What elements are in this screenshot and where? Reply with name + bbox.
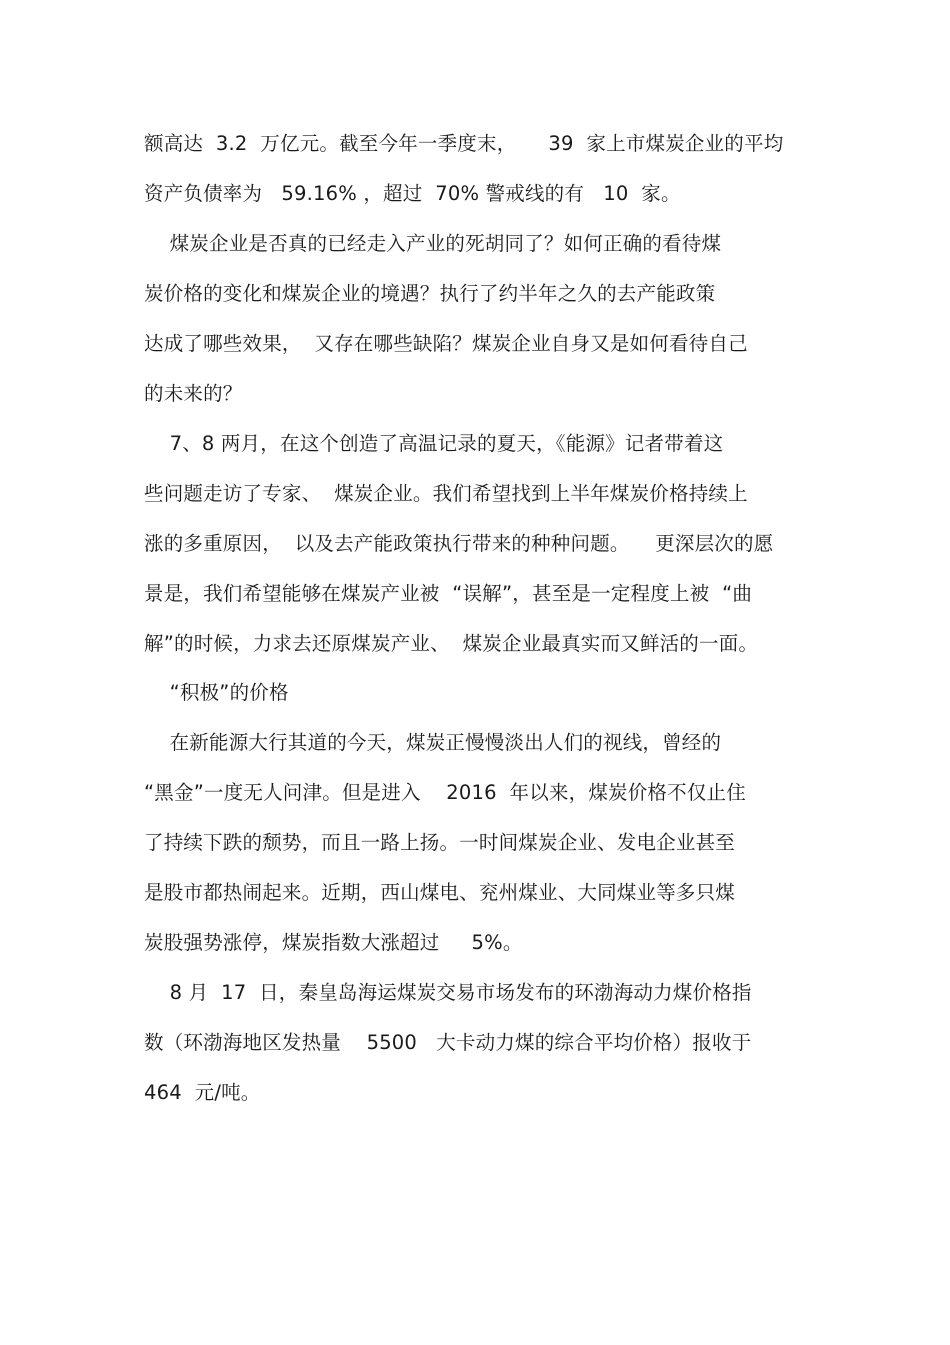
text-line: 些问题走访了专家、 煤炭企业。我们希望找到上半年煤炭价格持续上: [144, 482, 748, 505]
text-line: 炭价格的变化和煤炭企业的境遇？执行了约半年之久的去产能政策: [144, 282, 716, 305]
text-line: 额高达 3.2 万亿元。截至今年一季度末， 39 家上市煤炭企业的平均: [144, 132, 784, 155]
text-line: 达成了哪些效果， 又存在哪些缺陷？煤炭企业自身又是如何看待自己: [144, 332, 748, 355]
text-line: 资产负债率为 59.16% ，超过 70% 警戒线的有 10 家。: [144, 182, 681, 205]
text-line: 在新能源大行其道的今天，煤炭正慢慢淡出人们的视线，曾经的: [144, 731, 722, 754]
text-line: 炭股强势涨停，煤炭指数大涨超过 5%。: [144, 931, 523, 954]
text-line: 8 月 17 日，秦皇岛海运煤炭交易市场发布的环渤海动力煤价格指: [144, 981, 752, 1004]
section-heading: “积极”的价格: [144, 681, 289, 704]
text-line: 煤炭企业是否真的已经走入产业的死胡同了？如何正确的看待煤: [144, 232, 722, 255]
text-line: 的未来的？: [144, 382, 243, 405]
text-line: 7、8 两月，在这个创造了高温记录的夏天，《能源》记者带着这: [144, 432, 724, 455]
text-line: “黑金”一度无人问津。但是进入 2016 年以来，煤炭价格不仅止住: [144, 781, 746, 804]
text-line: 景是，我们希望能够在煤炭产业被 “误解”，甚至是一定程度上被 “曲: [144, 582, 753, 605]
text-line: 了持续下跌的颓势，而且一路上扬。一时间煤炭企业、发电企业甚至: [144, 831, 736, 854]
text-line: 464 元/吨。: [144, 1081, 261, 1104]
text-line: 解”的时候，力求去还原煤炭产业、 煤炭企业最真实而又鲜活的一面。: [144, 632, 759, 655]
text-line: 涨的多重原因， 以及去产能政策执行带来的种种问题。 更深层次的愿: [144, 532, 774, 555]
text-line: 是股市都热闹起来。近期，西山煤电、兖州煤业、大同煤业等多只煤: [144, 881, 736, 904]
text-line: 数（环渤海地区发热量 5500 大卡动力煤的综合平均价格）报收于: [144, 1031, 752, 1054]
